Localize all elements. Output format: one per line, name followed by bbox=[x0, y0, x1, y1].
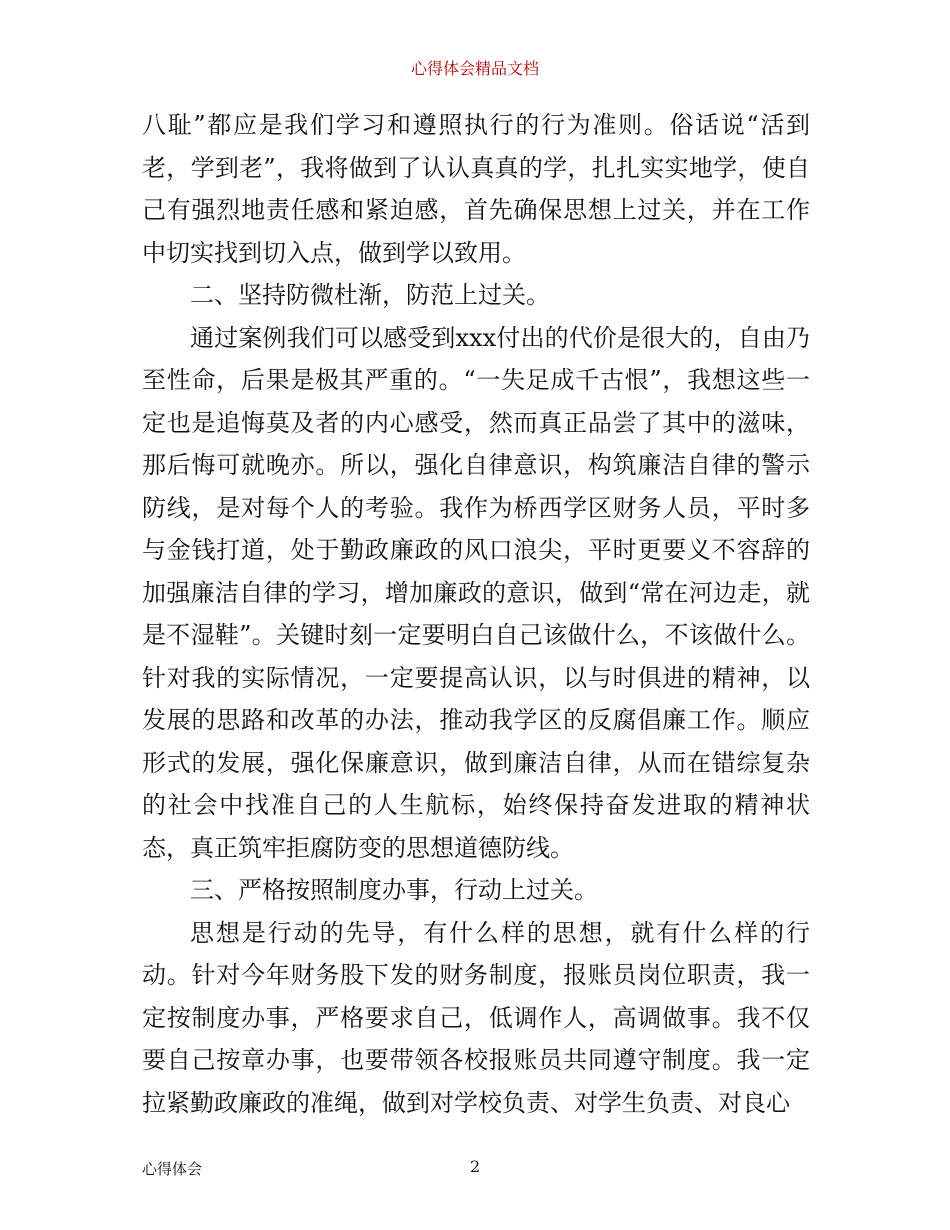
page-number: 2 bbox=[470, 1157, 481, 1176]
footer-label: 心得体会 bbox=[142, 1160, 203, 1178]
paragraph-continuation: 八耻”都应是我们学习和遵照执行的行为准则。俗话说“活到老，学到老”，我将做到了认认真真的学，扎扎实实地学，使自己有强烈地责任感和紧迫感，首先确保思想上过关，并在工作中切实找到切入点，做到学以致用。 bbox=[142, 111, 810, 267]
document-body bbox=[142, 104, 810, 1124]
paragraph-section-3: 思想是行动的先导，有什么样的思想，就有什么样的行动。针对今年财务股下发的财务制度，报账员岗位职责，我一定按制度办事，严格要求自己，低调作人，高调做事。我不仅要自己按章办事，也要带领各校报账员共同遵守制度。我一定拉紧勤政廉政的准绳，做到对学校负责、对学生负责、对良心 bbox=[142, 918, 810, 1117]
paragraph-section-2: 通过案例我们可以感受到xxx付出的代价是很大的，自由乃至性命，后果是极其严重的。“一失足成千古恨”，我想这些一定也是追悔莫及者的内心感受，然而真正品尝了其中的滋味，那后悔可就晚亦。所以，强化自律意识，构筑廉洁自律的警示防线，是对每个人的考验。我作为桥西学区财务人员，平时多与金钱打道，处于勤政廉政的风口浪尖，平时更要义不容辞的加强廉洁自律的学习，增加廉政的意识，做到“常在河边走，就是不湿鞋”。关键时刻一定要明白自己该做什么，不该做什么。针对我的实际情况，一定要提高认识，以与时俱进的精神，以发展的思路和改革的办法，推动我学区的反腐倡廉工作。顺应形式的发展，强化保廉意识，做到廉洁自律，从而在错综复杂的社会中找准自己的人生航标，始终保持奋发进取的精神状态，真正筑牢拒腐防变的思想道德防线。 bbox=[142, 323, 810, 862]
section-heading-2: 二、坚持防微杜渐，防范上过关。 bbox=[190, 281, 550, 309]
page-header: 心得体会精品文档 bbox=[410, 59, 539, 78]
section-heading-3: 三、严格按照制度办事，行动上过关。 bbox=[190, 876, 598, 904]
